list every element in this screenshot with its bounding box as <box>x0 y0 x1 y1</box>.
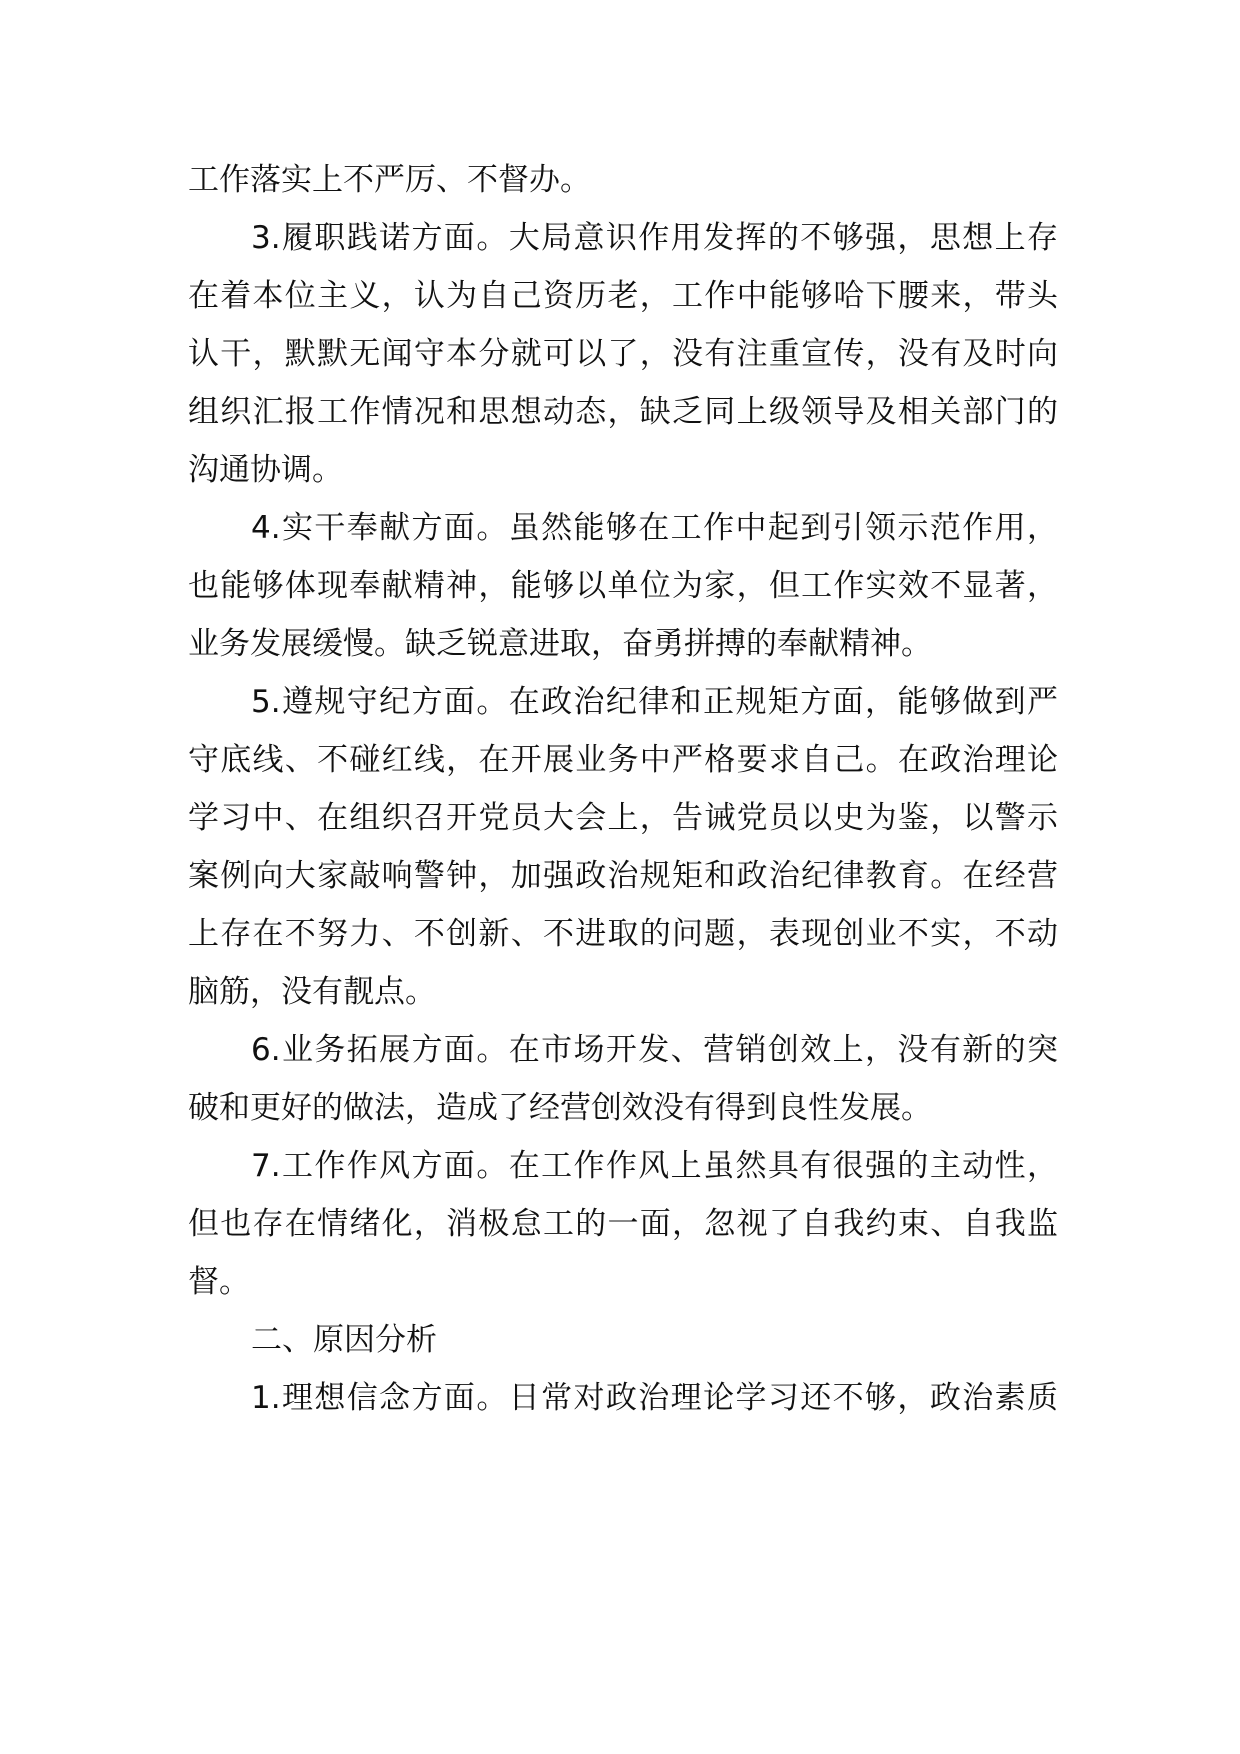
paragraph-line: 脑筋，没有靓点。 <box>188 974 436 1010</box>
paragraph-line: 也能够体现奉献精神，能够以单位为家，但工作实效不显著， <box>188 568 1058 604</box>
paragraph-line: 沟通协调。 <box>188 452 343 488</box>
paragraph-line: 学习中、在组织召开党员大会上，告诫党员以史为鉴，以警示 <box>188 800 1058 836</box>
paragraph-line: 3.履职践诺方面。大局意识作用发挥的不够强，思想上存 <box>251 220 1058 256</box>
paragraph-line: 破和更好的做法，造成了经营创效没有得到良性发展。 <box>188 1090 932 1126</box>
paragraph-line: 在着本位主义，认为自己资历老，工作中能够哈下腰来，带头 <box>188 278 1058 314</box>
paragraph-line: 上存在不努力、不创新、不进取的问题，表现创业不实，不动 <box>188 916 1058 952</box>
paragraph-line: 认干，默默无闻守本分就可以了，没有注重宣传，没有及时向 <box>188 336 1058 372</box>
paragraph-line: 7.工作作风方面。在工作作风上虽然具有很强的主动性， <box>251 1148 1058 1184</box>
paragraph-line: 业务发展缓慢。缺乏锐意进取，奋勇拼搏的奉献精神。 <box>188 626 932 662</box>
paragraph-line: 督。 <box>188 1264 250 1300</box>
paragraph-line: 但也存在情绪化，消极怠工的一面，忽视了自我约束、自我监 <box>188 1206 1058 1242</box>
paragraph-line: 6.业务拓展方面。在市场开发、营销创效上，没有新的突 <box>251 1032 1058 1068</box>
paragraph-line: 案例向大家敲响警钟，加强政治规矩和政治纪律教育。在经营 <box>188 858 1058 894</box>
paragraph-line: 4.实干奉献方面。虽然能够在工作中起到引领示范作用， <box>251 510 1058 546</box>
paragraph-line: 1.理想信念方面。日常对政治理论学习还不够，政治素质 <box>251 1380 1058 1416</box>
section-heading: 二、原因分析 <box>251 1322 437 1358</box>
paragraph-line: 工作落实上不严厉、不督办。 <box>188 162 591 198</box>
paragraph-line: 5.遵规守纪方面。在政治纪律和正规矩方面，能够做到严 <box>251 684 1058 720</box>
paragraph-line: 组织汇报工作情况和思想动态，缺乏同上级领导及相关部门的 <box>188 394 1058 430</box>
paragraph-line: 守底线、不碰红线，在开展业务中严格要求自己。在政治理论 <box>188 742 1058 778</box>
